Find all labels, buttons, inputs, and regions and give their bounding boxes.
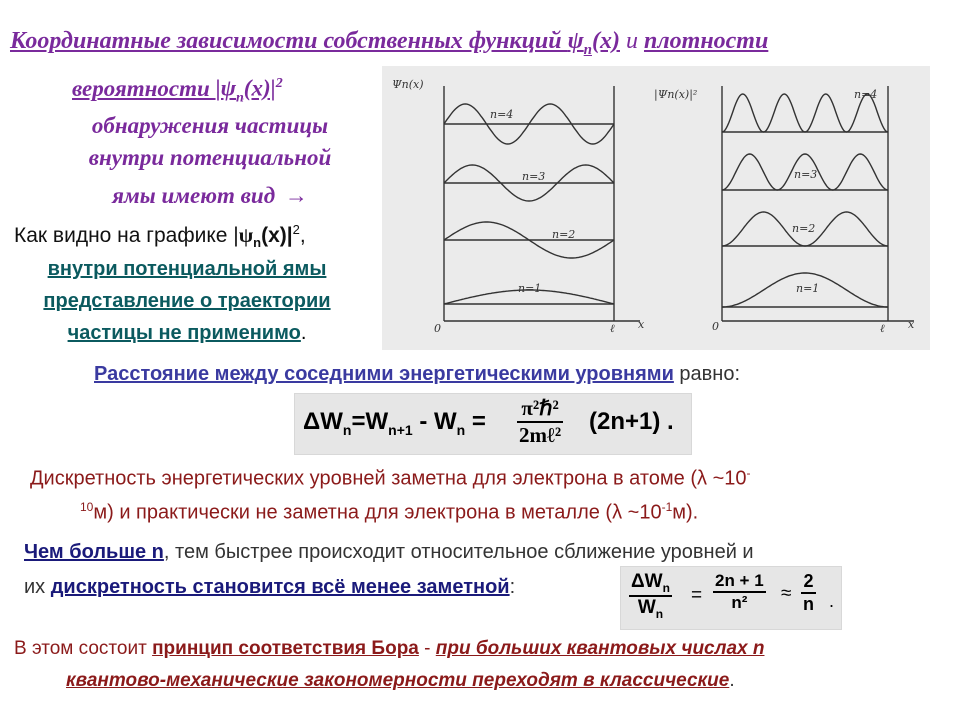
right-level-label-3: n=3: [794, 168, 818, 181]
bohr-line2: [66, 670, 735, 692]
formula2-n1: ΔW: [631, 571, 663, 592]
bohr-c: -: [418, 638, 436, 659]
bigger-n-line1: [24, 541, 754, 564]
formula2-n2: 2n + 1: [713, 571, 766, 593]
arrow-right-icon: →: [284, 183, 308, 208]
note-sup: 2: [292, 222, 300, 237]
formula1-num: π²ℏ²: [517, 396, 563, 423]
left-level-label-4: n=4: [490, 108, 514, 121]
discreteness-sup1: -: [746, 466, 751, 480]
left-level-label-3: n=3: [522, 170, 546, 183]
note-line1-b: (x)|: [261, 224, 293, 247]
discreteness-line2: [80, 500, 698, 525]
right-level-label-4: n=4: [854, 88, 878, 101]
note-psi: ψ: [238, 223, 254, 247]
title-text: Координатные зависимости собственных функций: [10, 28, 568, 54]
spacing-sentence: [94, 363, 740, 386]
subtitle-word: вероятности: [72, 75, 216, 101]
bohr-principle: принцип соответствия Бора: [152, 638, 419, 659]
formula2-frac3: [801, 571, 816, 615]
subtitle-line4-text: ямы имеют вид: [112, 183, 276, 208]
left-level-label-1: n=1: [518, 282, 542, 295]
formula2-dot: .: [829, 591, 835, 611]
left-y-label: Ψn(x): [392, 78, 424, 91]
discreteness-line1: [30, 466, 751, 491]
energy-spacing-formula: [294, 393, 692, 455]
note-line4-a: частицы не применимо: [67, 322, 301, 344]
wavefunction-graphs: [382, 66, 930, 350]
formula2-eq: =: [691, 585, 703, 606]
subtitle-line1: [50, 68, 380, 114]
title-density: плотности: [643, 28, 769, 54]
bohr-d: при больших квантовых числах n: [435, 638, 765, 659]
bohr-line1: [14, 638, 764, 660]
formula1-fraction: [517, 396, 563, 448]
left-l-label: ℓ: [610, 322, 615, 335]
right-l-label: ℓ: [880, 322, 885, 335]
page-title: [10, 28, 950, 59]
formula1-sub-n: n: [456, 421, 466, 438]
bohr-f: .: [729, 670, 735, 691]
bigger-n-line2: [24, 576, 515, 599]
formula2-approx: ≈: [781, 583, 792, 604]
formula2-frac1: [629, 571, 672, 621]
title-sub-n: n: [583, 41, 592, 58]
formula1-den: 2mℓ²: [519, 423, 562, 447]
formula1-eq2: =: [465, 408, 486, 435]
note-line1-a: Как видно на графике |: [14, 224, 239, 247]
discreteness-tail: м).: [672, 501, 699, 524]
formula2-n3: 2: [801, 571, 816, 594]
formula2-frac2: [713, 571, 766, 613]
left-x-label: x: [638, 318, 645, 331]
subtitle-line2: обнаружения частицы: [91, 113, 329, 138]
subtitle-line4: [40, 180, 380, 212]
subtitle-sup: 2: [275, 76, 283, 91]
note-line4: [12, 322, 362, 345]
discreteness-text2: м) и практически не заметна для электрона в металле (λ ~10: [93, 501, 662, 524]
title-psi: ψ: [567, 28, 584, 54]
discreteness-text1: Дискретность энергетических уровней заметна для электрона в атоме (λ ~10: [30, 467, 747, 490]
bigger-n-bold: Чем больше n: [24, 541, 164, 563]
formula2-d3: n: [803, 594, 814, 614]
left-origin: 0: [434, 322, 441, 335]
discreteness-sup2: 10: [80, 500, 94, 514]
bigger-n-line2-a: их: [24, 576, 51, 598]
note-sub: n: [253, 235, 262, 251]
formula1-lhs: ΔW: [303, 408, 343, 435]
spacing-label: Расстояние между соседними энергетическими уровнями: [94, 363, 674, 385]
subtitle-x: (x)|: [243, 75, 276, 101]
right-level-label-2: n=2: [792, 222, 816, 235]
right-origin: 0: [712, 320, 719, 333]
formula1-eq: =W: [351, 408, 389, 435]
formula1-sub-n1: n+1: [388, 421, 413, 438]
note-line1: [14, 222, 306, 250]
formula2-d1: W: [637, 596, 656, 618]
subtitle-sub: n: [236, 90, 244, 106]
spacing-tail: равно:: [673, 363, 741, 385]
bohr-a: В этом состоит: [14, 638, 153, 659]
left-level-label-2: n=2: [552, 228, 576, 241]
discreteness-sup3: -1: [661, 500, 673, 514]
bigger-n-line2-u: дискретность становится всё менее заметной: [50, 576, 510, 598]
right-level-label-1: n=1: [796, 282, 820, 295]
right-y-label: |Ψn(x)|²: [654, 88, 698, 101]
formula1-tail: (2n+1) .: [589, 408, 674, 435]
formula1-minus: - W: [412, 408, 457, 435]
title-and: и: [619, 28, 644, 54]
bigger-n-line2-b: :: [509, 576, 516, 598]
note-line3: представление о траектории: [43, 290, 331, 312]
formula2-n1-sub: n: [662, 580, 670, 595]
note-line1-c: ,: [299, 224, 306, 247]
formula2-d2: n²: [731, 593, 748, 612]
formula2-d1-sub: n: [655, 606, 664, 621]
bigger-n-rest: , тем быстрее происходит относительное сближение уровней и: [163, 541, 754, 563]
title-x: (x): [592, 28, 620, 54]
note-line4-b: .: [300, 322, 307, 344]
subtitle-line3: внутри потенциальной: [88, 145, 332, 170]
note-line2: внутри потенциальной ямы: [47, 258, 327, 280]
subtitle-formula: |ψ: [215, 75, 236, 101]
bohr-e: квантово-механические закономерности переходят в классические: [66, 670, 730, 691]
right-x-label: x: [908, 318, 915, 331]
formula1-lhs-sub: n: [342, 421, 352, 438]
relative-spacing-formula: [620, 566, 842, 630]
